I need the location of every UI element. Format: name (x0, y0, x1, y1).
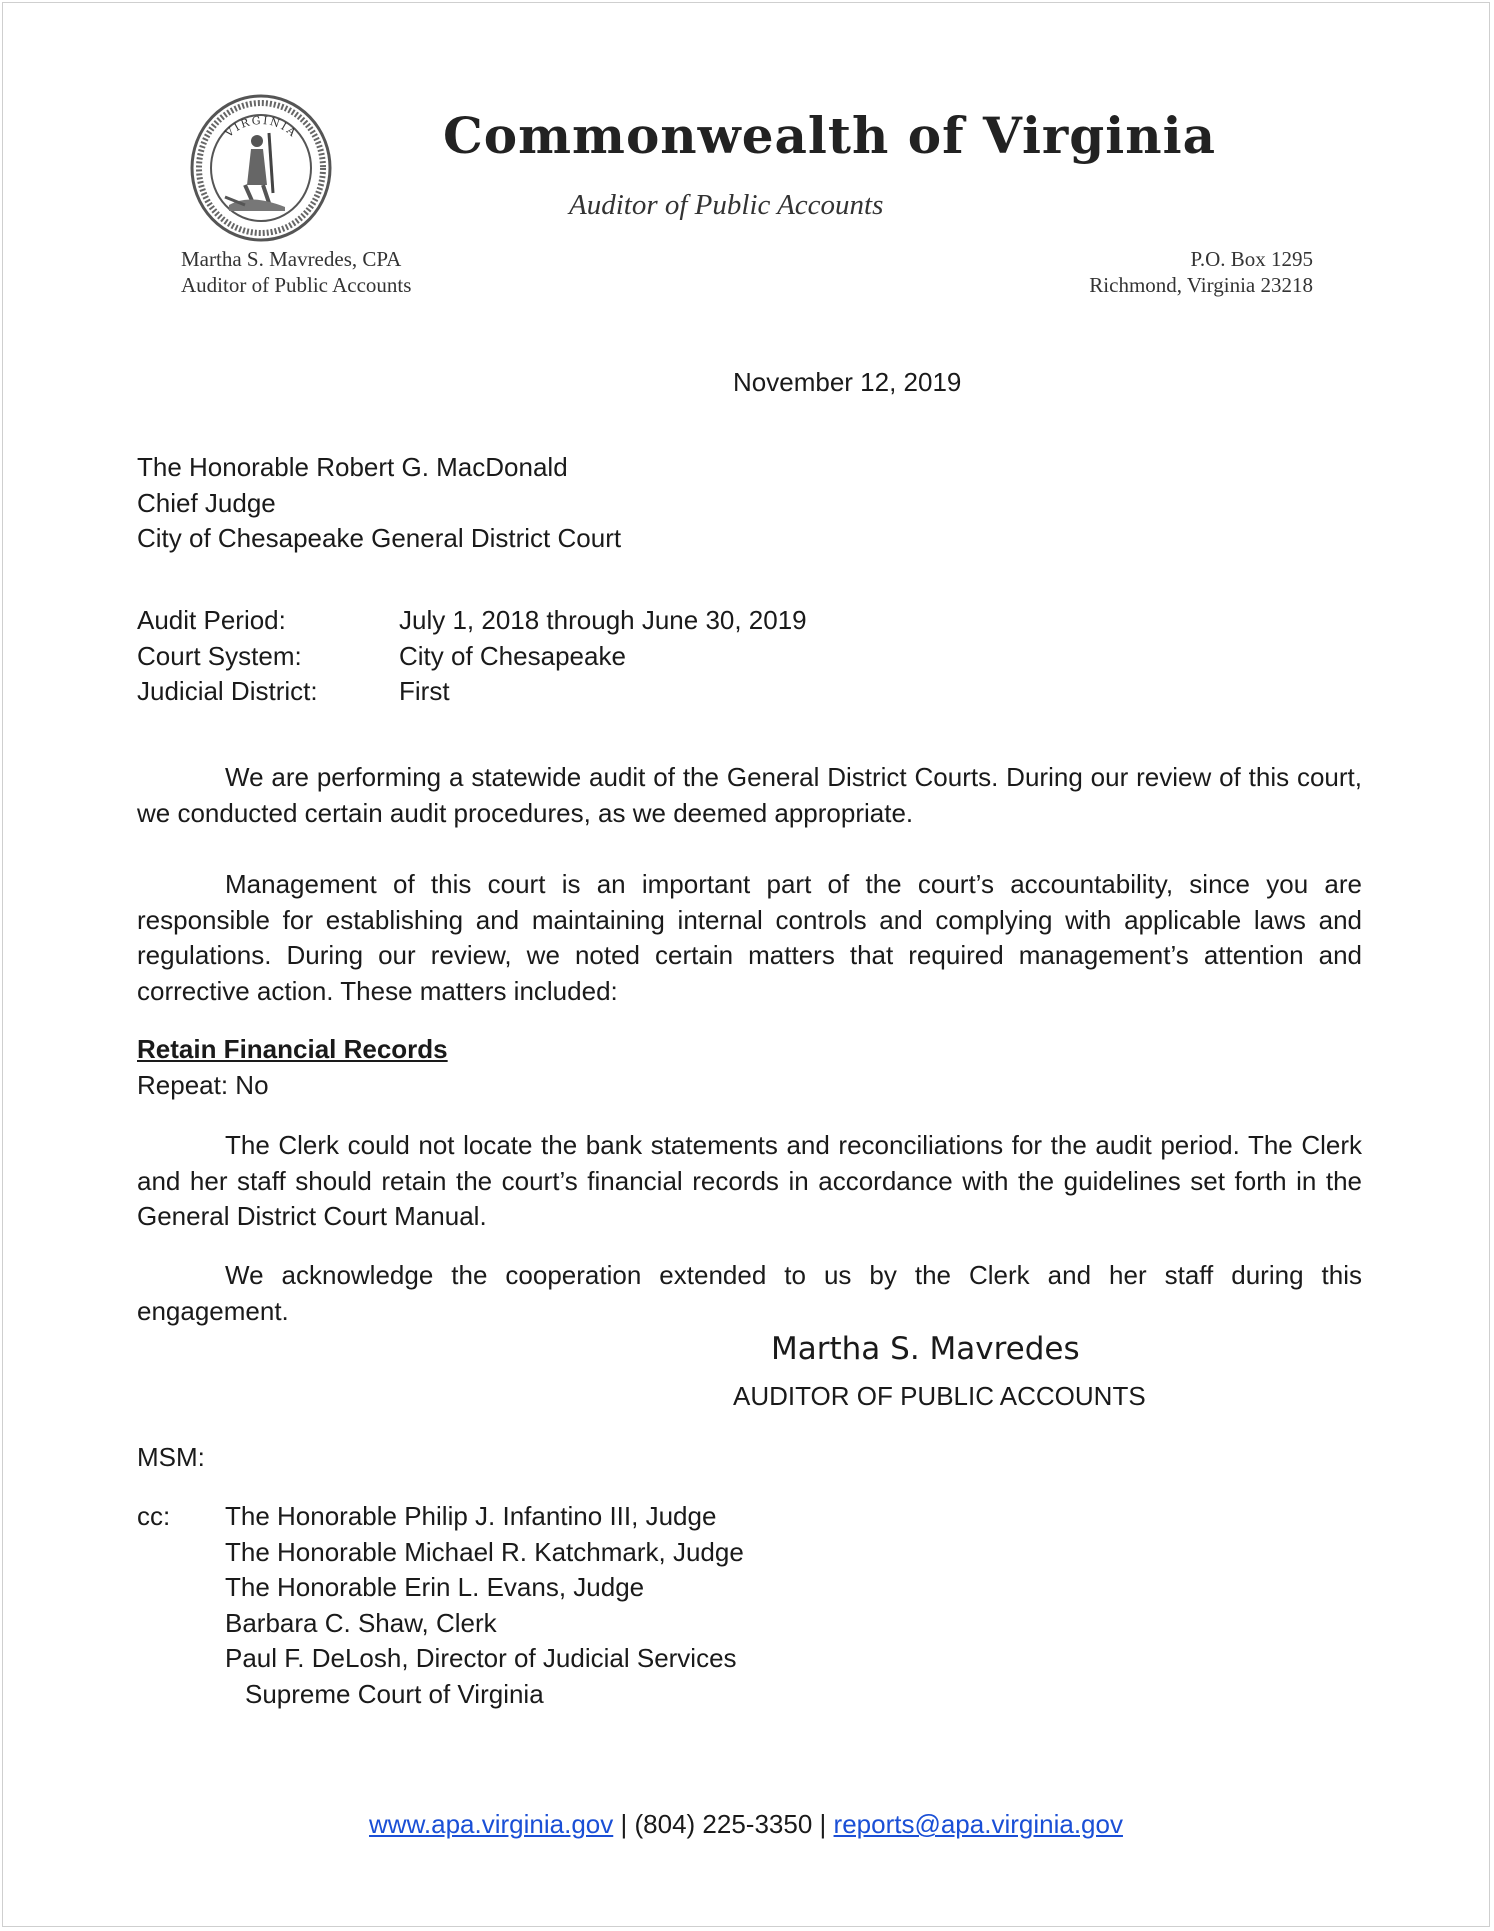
cc-sub-item: Supreme Court of Virginia (245, 1678, 544, 1709)
auditor-name-block (181, 246, 411, 298)
audit-info-block (137, 603, 1362, 710)
court-system-value: City of Chesapeake (399, 640, 626, 671)
recipient-name: The Honorable Robert G. MacDonald (137, 452, 568, 482)
judicial-district-row (137, 674, 1362, 710)
court-system-row (137, 639, 1362, 675)
email-link[interactable]: reports@apa.virginia.gov (833, 1809, 1123, 1839)
judicial-district-value: First (399, 676, 450, 706)
cc-item: The Honorable Erin L. Evans, Judge (225, 1572, 645, 1602)
footer-separator: | (819, 1809, 827, 1839)
letter-page (2, 2, 1490, 1927)
cc-row (137, 1499, 1362, 1677)
court-system-label: Court System: (137, 640, 302, 671)
auditor-name: Martha S. Mavredes, CPA (181, 247, 402, 271)
cc-item: Barbara C. Shaw, Clerk (225, 1607, 497, 1638)
address-po-box: P.O. Box 1295 (1190, 247, 1313, 271)
paragraph-acknowledgement: We acknowledge the cooperation extended to us by the Clerk and her staff during this engagement. (137, 1260, 1362, 1326)
recipient-block (137, 450, 1362, 557)
cc-label: cc: (137, 1501, 171, 1531)
cc-item: The Honorable Michael R. Katchmark, Judge (225, 1536, 744, 1567)
letterhead-title: Commonwealth of Virginia (443, 106, 1216, 165)
audit-period-value: July 1, 2018 through June 30, 2019 (399, 605, 807, 635)
judicial-district-label: Judicial District: (137, 676, 318, 706)
letter-date: November 12, 2019 (733, 367, 962, 397)
address-block (1089, 246, 1313, 298)
finding-block (137, 1032, 1362, 1103)
footer (3, 1809, 1489, 1840)
signature: Martha S. Mavredes (771, 1331, 1080, 1367)
seal-lettering: VIRGINIA (222, 113, 300, 141)
paragraph-finding: The Clerk could not locate the bank statements and reconciliations for the audit period. The Clerk and her staff should retain the court’s financial records in accordance with the guidelines set forth in the General District Court Manual. (137, 1130, 1362, 1231)
recipient-title: Chief Judge (137, 487, 276, 518)
cc-block (137, 1499, 1362, 1712)
paragraph-management: Management of this court is an important part of the court’s accountability, since you are responsible for establishing and maintaining internal controls and complying with applicable laws and regulations. During our review, we noted certain matters that required management’s attention and corrective action. These matters included: (137, 869, 1362, 1006)
footer-separator: | (620, 1809, 628, 1839)
finding-heading: Retain Financial Records (137, 1034, 448, 1064)
cc-item: The Honorable Philip J. Infantino III, Judge (225, 1501, 717, 1531)
address-city: Richmond, Virginia 23218 (1089, 273, 1313, 297)
finding-repeat: Repeat: No (137, 1069, 269, 1100)
cc-item: Paul F. DeLosh, Director of Judicial Services (225, 1643, 737, 1673)
cc-list (225, 1499, 744, 1677)
letterhead-subtitle: Auditor of Public Accounts (569, 189, 884, 221)
virginia-seal-icon (189, 93, 333, 243)
audit-period-row (137, 603, 1362, 639)
auditor-title: Auditor of Public Accounts (181, 273, 412, 297)
signature-title: AUDITOR OF PUBLIC ACCOUNTS (733, 1381, 1146, 1411)
phone-number: (804) 225-3350 (634, 1809, 813, 1839)
recipient-court: City of Chesapeake General District Court (137, 523, 622, 553)
initials: MSM: (137, 1442, 205, 1472)
website-link[interactable]: www.apa.virginia.gov (369, 1809, 614, 1839)
paragraph-statewide-audit: We are performing a statewide audit of the General District Courts. During our review of this court, we conducted certain audit procedures, as we deemed appropriate. (137, 762, 1362, 828)
audit-period-label: Audit Period: (137, 605, 286, 635)
